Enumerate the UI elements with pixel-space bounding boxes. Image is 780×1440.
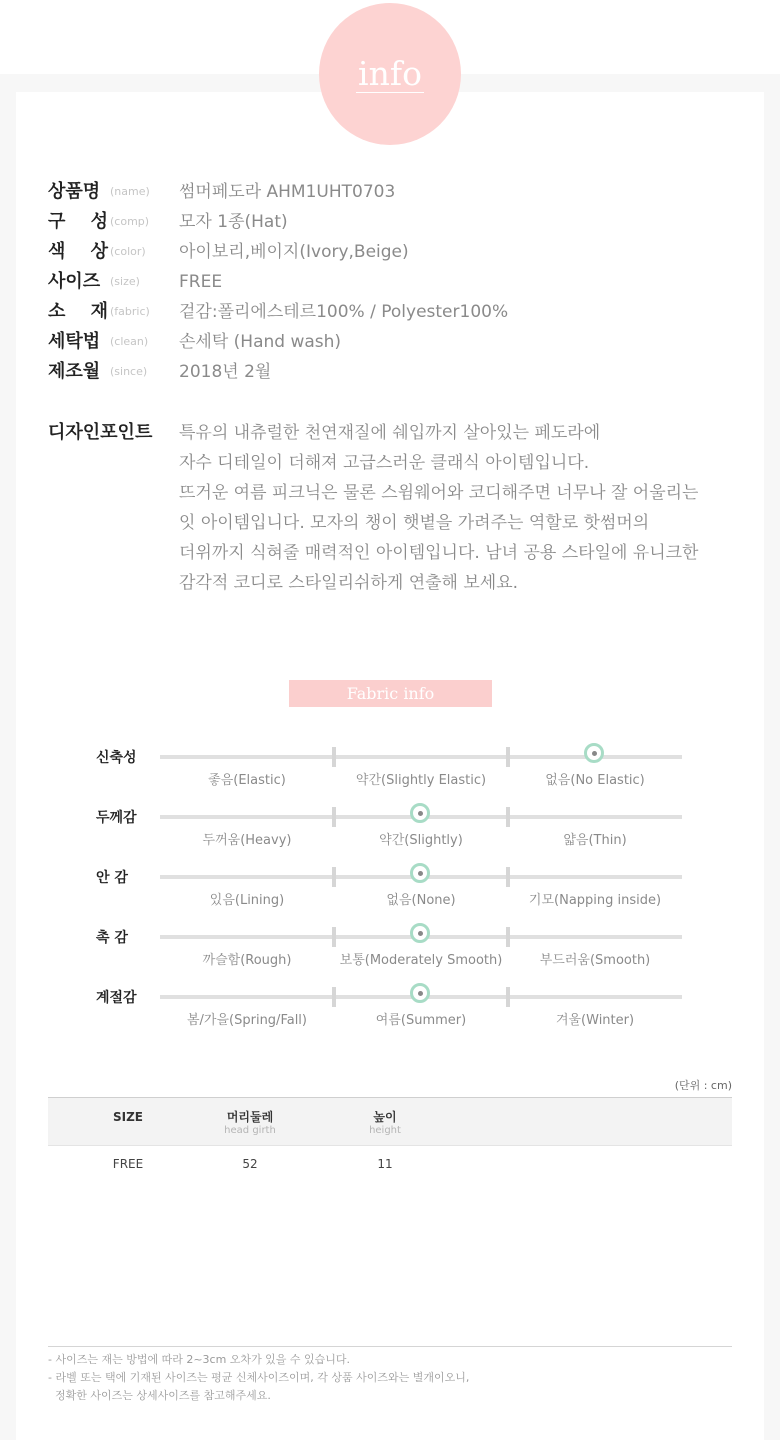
fabric-row-thickness bbox=[0, 810, 780, 875]
size-header bbox=[88, 1110, 168, 1124]
product-value: 아이보리,베이지(Ivory,Beige) bbox=[179, 242, 409, 262]
fabric-option-label: 봄/가을(Spring/Fall) bbox=[186, 1013, 307, 1028]
product-label: 제조월 bbox=[48, 361, 101, 382]
fabric-option-label: 좋음(Elastic) bbox=[208, 773, 286, 788]
fabric-option-label: 겨울(Winter) bbox=[555, 1013, 635, 1028]
fabric-row-label: 촉 감 bbox=[96, 930, 128, 946]
design-point-line: 잇 아이템입니다. 모자의 챙이 햇볕을 가려주는 역할로 핫썸머의 bbox=[179, 513, 650, 533]
head-girth-header-main: 머리둘레 bbox=[226, 1110, 274, 1124]
design-point-line: 특유의 내츄럴한 천연재질에 쉐입까지 살아있는 페도라에 bbox=[179, 423, 601, 443]
notes-divider bbox=[48, 1346, 732, 1347]
scale-divider bbox=[332, 807, 336, 827]
design-point-line: 뜨거운 여름 피크닉은 물론 스윔웨어와 코디해주면 너무나 잘 어울리는 bbox=[179, 483, 699, 503]
size-header-main: SIZE bbox=[112, 1110, 143, 1124]
fabric-option-label: 두꺼움(Heavy) bbox=[202, 833, 292, 848]
size-unit: (단위 : cm) bbox=[674, 1079, 732, 1092]
fabric-row-label: 안 감 bbox=[96, 870, 128, 886]
fabric-row-lining bbox=[0, 870, 780, 935]
note-line: - 사이즈는 재는 방법에 따라 2~3cm 오차가 있을 수 있습니다. bbox=[48, 1353, 351, 1366]
product-label: 소 재 bbox=[48, 301, 108, 322]
product-sublabel: (size) bbox=[110, 275, 140, 288]
scale-divider bbox=[506, 747, 510, 767]
fabric-option-label: 보통(Moderately Smooth) bbox=[339, 953, 503, 968]
scale-divider bbox=[506, 987, 510, 1007]
scale-divider bbox=[332, 987, 336, 1007]
design-point-line: 더위까지 식혀줄 매력적인 아이템입니다. 남녀 공용 스타일에 유니크한 bbox=[179, 543, 699, 563]
fabric-option-label: 여름(Summer) bbox=[375, 1013, 467, 1028]
info-badge bbox=[319, 3, 461, 145]
product-sublabel: (comp) bbox=[110, 215, 150, 228]
fabric-option-label: 없음(No Elastic) bbox=[545, 773, 645, 788]
fabric-row-season bbox=[0, 990, 780, 1055]
product-label: 상품명 bbox=[48, 181, 101, 202]
product-value: 손세탁 (Hand wash) bbox=[179, 332, 342, 352]
fabric-row-label: 신축성 bbox=[96, 750, 137, 766]
product-sublabel: (since) bbox=[110, 365, 148, 378]
scale-divider bbox=[332, 747, 336, 767]
product-label: 색 상 bbox=[48, 241, 108, 262]
fabric-option-label: 없음(None) bbox=[386, 893, 456, 908]
height-cell: 11 bbox=[377, 1157, 393, 1171]
height-header-sub: height bbox=[369, 1125, 401, 1136]
selected-level-marker bbox=[410, 923, 430, 943]
fabric-row-elasticity bbox=[0, 750, 780, 815]
height-header bbox=[345, 1110, 425, 1138]
head-girth-cell: 52 bbox=[242, 1157, 258, 1171]
fabric-row-texture bbox=[0, 930, 780, 995]
product-sublabel: (clean) bbox=[110, 335, 149, 348]
product-label: 구 성 bbox=[48, 211, 108, 232]
design-point-label: 디자인포인트 bbox=[48, 422, 153, 443]
design-point-line: 자수 디테일이 더해져 고급스러운 클래식 아이템입니다. bbox=[179, 453, 590, 473]
product-label: 사이즈 bbox=[48, 271, 101, 292]
product-label: 세탁법 bbox=[48, 331, 101, 352]
head-girth-header-sub: head girth bbox=[224, 1125, 276, 1136]
product-value: 겉감:폴리에스테르100% / Polyester100% bbox=[179, 302, 509, 322]
scale-divider bbox=[332, 867, 336, 887]
fabric-scale-bar bbox=[160, 755, 682, 759]
scale-divider bbox=[332, 927, 336, 947]
product-sublabel: (color) bbox=[110, 245, 146, 258]
selected-level-marker bbox=[584, 743, 604, 763]
design-point-line: 감각적 코디로 스타일리쉬하게 연출해 보세요. bbox=[179, 573, 519, 593]
scale-divider bbox=[506, 807, 510, 827]
product-sublabel: (name) bbox=[110, 185, 150, 198]
selected-level-marker bbox=[410, 863, 430, 883]
size-cell: FREE bbox=[112, 1157, 144, 1171]
product-sublabel: (fabric) bbox=[110, 305, 150, 318]
scale-divider bbox=[506, 867, 510, 887]
product-value: 2018년 2월 bbox=[179, 362, 272, 382]
fabric-option-label: 까슬함(Rough) bbox=[202, 953, 292, 968]
height-header-main: 높이 bbox=[373, 1110, 397, 1124]
fabric-info-title: Fabric info bbox=[289, 680, 492, 707]
selected-level-marker bbox=[410, 803, 430, 823]
product-value: 썸머페도라 AHM1UHT0703 bbox=[179, 182, 396, 202]
product-value: 모자 1종(Hat) bbox=[179, 212, 288, 232]
selected-level-marker bbox=[410, 983, 430, 1003]
fabric-option-label: 기모(Napping inside) bbox=[528, 893, 662, 908]
scale-divider bbox=[506, 927, 510, 947]
fabric-row-label: 두께감 bbox=[96, 810, 137, 826]
info-badge-label: info bbox=[358, 54, 422, 93]
fabric-option-label: 약간(Slightly Elastic) bbox=[355, 773, 487, 788]
head-girth-header bbox=[205, 1110, 295, 1138]
product-value: FREE bbox=[179, 272, 223, 292]
fabric-option-label: 얇음(Thin) bbox=[563, 833, 627, 848]
fabric-option-label: 있음(Lining) bbox=[209, 893, 285, 908]
fabric-row-label: 계절감 bbox=[96, 990, 137, 1006]
fabric-option-label: 약간(Slightly) bbox=[379, 833, 463, 848]
note-line: 정확한 사이즈는 상세사이즈를 참고해주세요. bbox=[48, 1389, 271, 1402]
fabric-option-label: 부드러움(Smooth) bbox=[539, 953, 651, 968]
note-line: - 라벨 또는 택에 기재된 사이즈는 평균 신체사이즈이며, 각 상품 사이즈와는 별개이오니, bbox=[48, 1371, 470, 1384]
